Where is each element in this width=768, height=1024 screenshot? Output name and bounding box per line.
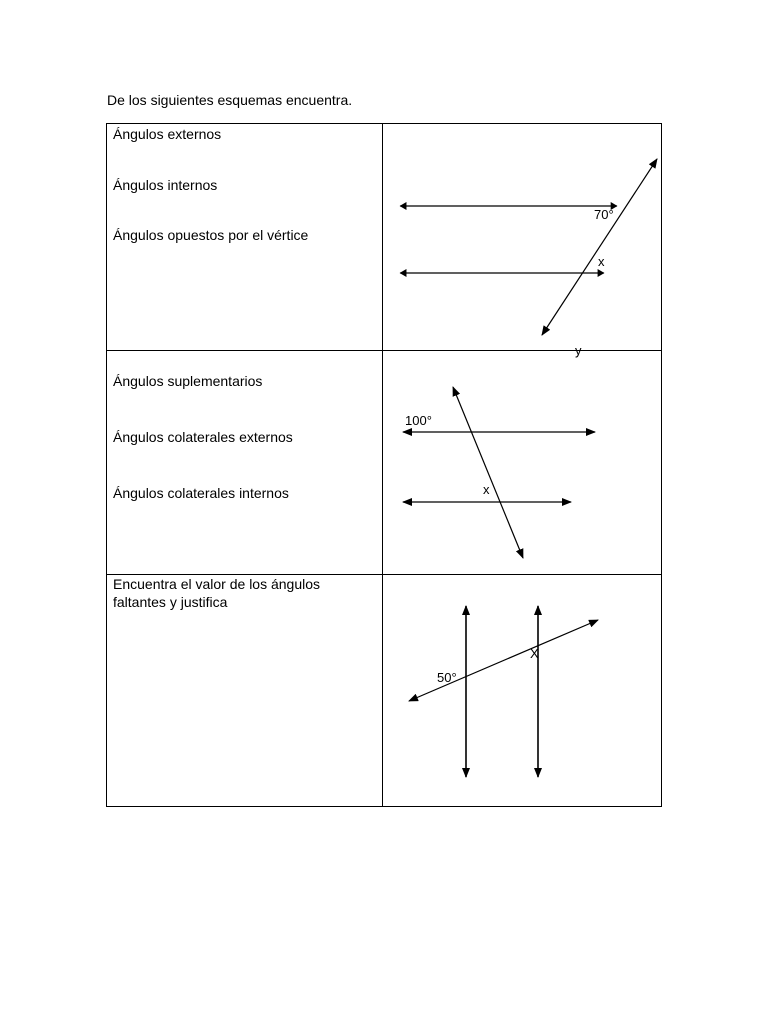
row2-item-exterior-collateral-angles: Ángulos colaterales externos	[113, 429, 293, 445]
row1-diagram	[383, 124, 661, 358]
angle-label-y-cut: y	[575, 343, 582, 358]
row1-item-interior-angles: Ángulos internos	[113, 177, 218, 193]
row2-item-interior-collateral-angles: Ángulos colaterales internos	[113, 485, 289, 501]
table-border-right	[661, 123, 662, 807]
table-border-bottom	[106, 806, 662, 807]
angle-label-x: x	[483, 482, 490, 497]
row1-item-vertical-angles: Ángulos opuestos por el vértice	[113, 227, 309, 243]
transversal-line	[409, 620, 598, 701]
intro-text: De los siguientes esquemas encuentra.	[107, 92, 353, 108]
angle-label-70: 70°	[594, 207, 614, 222]
exercise-table	[106, 123, 662, 807]
row3-instruction: Encuentra el valor de los ángulos faltantes y justifica	[113, 576, 321, 610]
angle-label-x: x	[598, 254, 605, 269]
table-border-left	[106, 123, 107, 807]
transversal-line	[542, 159, 657, 335]
row1-item-exterior-angles: Ángulos externos	[113, 126, 222, 142]
row3-diagram	[383, 575, 661, 806]
row2-diagram	[383, 351, 661, 574]
angle-label-100: 100°	[405, 413, 432, 428]
angle-label-50: 50°	[437, 670, 457, 685]
angle-label-x: X	[530, 646, 539, 661]
transversal-line	[453, 387, 523, 558]
row2-item-supplementary-angles: Ángulos suplementarios	[113, 373, 263, 389]
